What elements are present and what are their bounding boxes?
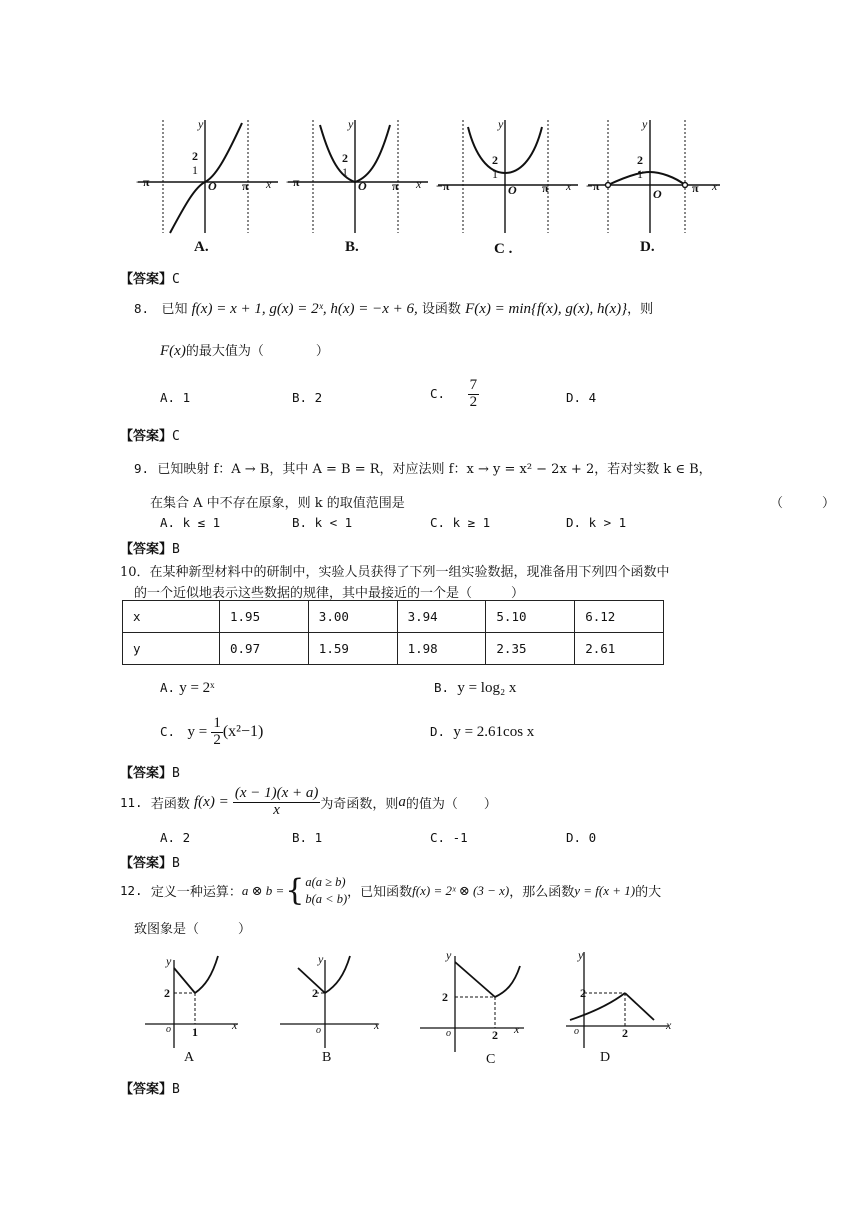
q8-answer: 【答案】C — [120, 429, 180, 444]
table-cell: 3.00 — [308, 601, 397, 633]
q9-option-a[interactable]: A. k ≤ 1 — [160, 515, 221, 530]
table-cell: 0.97 — [220, 633, 309, 665]
q7-b-tick-2: 2 — [342, 151, 348, 165]
q9-option-b[interactable]: B. k < 1 — [292, 515, 353, 530]
table-row — [123, 633, 664, 665]
q7-a-origin: O — [208, 179, 217, 193]
q12-c-tick-2: 2 — [442, 990, 448, 1004]
q12-b-y-label: y — [318, 952, 324, 966]
q11-answer: 【答案】B — [120, 856, 180, 871]
q10-stem-line2: 的一个近似地表示这些数据的规律，其中最接近的一个是（ ） — [134, 586, 525, 601]
q7-d-caption: D. — [640, 239, 655, 255]
q12-b-x-label: x — [374, 1018, 380, 1032]
q12-answer: 【答案】B — [120, 1082, 180, 1097]
table-cell: y — [123, 633, 220, 665]
q12-d-caption: D — [600, 1050, 611, 1065]
table-cell: 2.35 — [486, 633, 575, 665]
q7-b-tick-1: 1 — [342, 165, 348, 179]
table-cell: 1.95 — [220, 601, 309, 633]
table-cell: 3.94 — [397, 601, 486, 633]
q7-b-pi: π — [392, 179, 399, 193]
q9-option-c[interactable]: C. k ≥ 1 — [430, 515, 491, 530]
q7-c-origin: O — [508, 183, 517, 197]
q7-b-origin: O — [358, 179, 367, 193]
q7-c-x-label: x — [566, 179, 572, 193]
q7-c-caption: C . — [494, 241, 513, 257]
q12-stem: 12. 定义一种运算： a ⊗ b = { a(a ≥ b) b(a < b) ，已知函数 f(x) = 2ˣ ⊗ (3 − x) ，那么函数 y = f(x + 1) 的大 — [120, 872, 662, 908]
q7-b-y-label: y — [348, 117, 354, 131]
q7-d-x-label: x — [712, 179, 718, 193]
q7-d-y-label: y — [642, 117, 648, 131]
q12-c-x-label: x — [514, 1022, 520, 1036]
q12-a-y-label: y — [166, 954, 172, 968]
q10-option-b[interactable]: B. y = log₂ x — [434, 680, 517, 696]
q12-stem-line2: 致图象是（ ） — [134, 922, 252, 937]
q12-b-caption: B — [322, 1050, 332, 1065]
q11-option-d[interactable]: D. 0 — [566, 830, 597, 845]
q7-a-tick-2: 2 — [192, 149, 198, 163]
q7-d-negpi: −π — [586, 179, 600, 193]
q9-answer: 【答案】B — [120, 542, 180, 557]
q7-b-x-label: x — [416, 177, 422, 191]
q11-option-b[interactable]: B. 1 — [292, 830, 323, 845]
q12-c-origin: o — [446, 1028, 451, 1039]
q10-option-d[interactable]: D. y = 2.61cos x — [430, 724, 535, 740]
q7-a-pi: π — [242, 179, 249, 193]
q12-a-caption: A — [184, 1050, 195, 1065]
q8-option-c[interactable]: C. $\frac{7}{2}$ — [430, 377, 478, 410]
q12-d-tick-2-x: 2 — [622, 1026, 628, 1040]
q9-stem: 9. 已知映射 f：A → B，其中 A = B = R，对应法则 f：x → y = x² − 2x + 2，若对实数 k ∈ B， — [134, 461, 712, 477]
q8-option-b[interactable]: B. 2 — [292, 390, 323, 405]
q12-d-x-label: x — [666, 1018, 672, 1032]
q12-c-caption: C — [486, 1052, 496, 1067]
q7-d-tick-1: 1 — [637, 167, 643, 181]
q10-stem: 10．在某种新型材料中的研制中，实验人员获得了下列一组实验数据，现准备用下列四个函数中 — [120, 565, 670, 580]
q11-option-a[interactable]: A. 2 — [160, 830, 191, 845]
q7-d-origin: O — [653, 187, 662, 201]
q12-c-tick-2-x: 2 — [492, 1028, 498, 1042]
q9-option-d[interactable]: D. k > 1 — [566, 515, 627, 530]
q8-option-a[interactable]: A. 1 — [160, 390, 191, 405]
q10-data-table — [122, 600, 664, 665]
q7-answer: 【答案】C — [120, 272, 180, 287]
q12-a-origin: o — [166, 1024, 171, 1035]
q12-c-y-label: y — [446, 948, 452, 962]
q7-d-pi: π — [692, 181, 699, 195]
q7-c-tick-2: 2 — [492, 153, 498, 167]
q7-c-tick-1: 1 — [492, 167, 498, 181]
q7-a-x-label: x — [266, 177, 272, 191]
q11-option-c[interactable]: C. -1 — [430, 830, 468, 845]
q12-a-tick-1: 1 — [192, 1025, 198, 1039]
q12-d-y-label: y — [578, 948, 584, 962]
q12-b-tick-2: 2 — [312, 986, 318, 1000]
q12-a-x-label: x — [232, 1018, 238, 1032]
q12-b-origin: o — [316, 1025, 321, 1036]
q12-d-origin: o — [574, 1026, 579, 1037]
q7-b-negpi: −π — [286, 175, 300, 189]
q7-a-tick-1: 1 — [192, 163, 198, 177]
q10-option-c[interactable]: C. y = $\frac{1}{2}$ (x²−1) — [160, 715, 264, 748]
table-row — [123, 601, 664, 633]
q7-c-y-label: y — [498, 117, 504, 131]
q7-c-negpi: −π — [436, 179, 450, 193]
q12-a-tick-2: 2 — [164, 986, 170, 1000]
q7-a-caption: A. — [194, 239, 209, 255]
table-cell: 1.59 — [308, 633, 397, 665]
table-cell: 5.10 — [486, 601, 575, 633]
q7-a-negpi: −π — [136, 175, 150, 189]
q8-stem: 8. 已知 f(x) = x + 1, g(x) = 2ˣ, h(x) = −x + 6, 设函数 F(x) = min{f(x), g(x), h(x)}，则 — [134, 301, 654, 317]
q9-stem-line2: 在集合 A 中不存在原象，则 k 的取值范围是 — [150, 496, 405, 511]
q12-d-tick-2: 2 — [580, 986, 586, 1000]
q11-stem: 11. 若函数 f(x) = $\frac{(x - 1)(x + a)}{x}$ 为奇函数，则 a 的值为（ ） — [120, 785, 497, 818]
q7-a-y-label: y — [198, 117, 204, 131]
table-cell: 6.12 — [575, 601, 664, 633]
q8-option-d[interactable]: D. 4 — [566, 390, 597, 405]
q10-answer: 【答案】B — [120, 766, 180, 781]
q8-stem-line2: F(x)的最大值为（ ） — [160, 343, 329, 359]
table-cell: x — [123, 601, 220, 633]
table-cell: 1.98 — [397, 633, 486, 665]
q9-paren: （ ） — [770, 496, 836, 511]
q10-option-a[interactable]: A. y = 2ˣ — [160, 680, 215, 696]
table-cell: 2.61 — [575, 633, 664, 665]
q7-b-caption: B. — [345, 239, 359, 255]
q7-c-pi: π — [542, 181, 549, 195]
q7-d-tick-2: 2 — [637, 153, 643, 167]
